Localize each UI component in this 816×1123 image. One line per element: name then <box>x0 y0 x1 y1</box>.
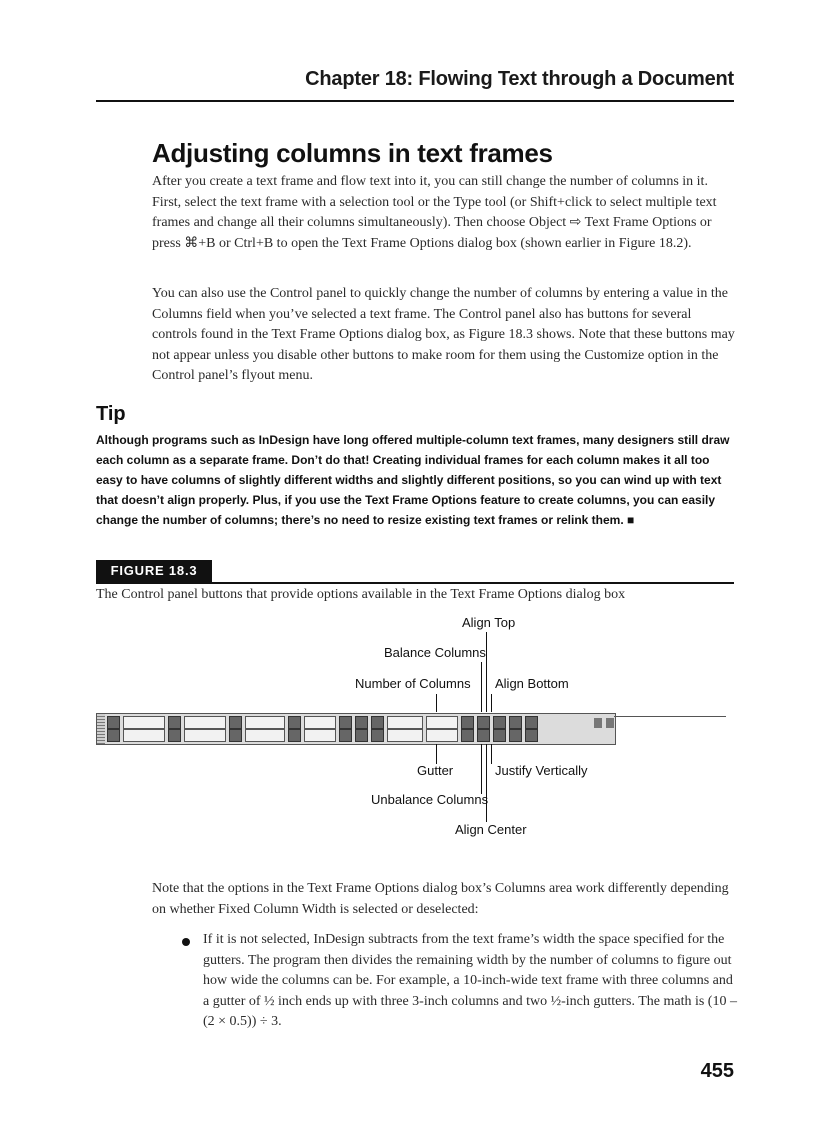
gutter-field[interactable] <box>426 729 458 742</box>
rotate-field[interactable] <box>304 716 336 729</box>
scale-y-field[interactable] <box>245 729 285 742</box>
leader-line <box>486 744 487 822</box>
chapter-title: Chapter 18: Flowing Text through a Document <box>305 68 734 90</box>
text-wrap-icon[interactable] <box>509 716 522 729</box>
callout-justify-vertically: Justify Vertically <box>495 763 588 778</box>
constrain-icon[interactable] <box>288 716 301 729</box>
callout-number-of-columns: Number of Columns <box>355 676 471 691</box>
fill-icon[interactable] <box>371 729 384 742</box>
toolbar-row <box>107 729 538 742</box>
x-position-icon <box>107 716 120 729</box>
bullet-icon <box>182 938 190 946</box>
unbalance-columns-icon[interactable] <box>493 729 506 742</box>
opacity-icon[interactable] <box>525 729 538 742</box>
bullet-item: If it is not selected, InDesign subtracts from the text frame’s width the space specified for the gutters. The program then divides the remaining width by the number of columns to figure out how wide the columns can be. For example, a 10-inch-wide text frame with three columns and a gutter of ½ inch ends up with three 3-inch columns and two ½-inch gutters. The math is (10 – (2 × 0.5)) ÷ 3. <box>203 932 737 1029</box>
tip-label: Tip <box>96 403 126 425</box>
stroke-weight-field[interactable] <box>387 716 423 729</box>
align-bottom-icon[interactable] <box>493 716 506 729</box>
callout-align-bottom: Align Bottom <box>495 676 569 691</box>
balance-columns-icon[interactable] <box>461 729 474 742</box>
toolbar-grip-icon <box>97 714 105 744</box>
number-of-columns-field[interactable] <box>426 716 458 729</box>
scale-icon <box>229 716 242 729</box>
tip-body: Although programs such as InDesign have long offered multiple-column text frames, many designers still draw each column as a separate frame. Don’t do that! Creating individual frames for each column makes it all too easy to have columns of slightly different widths and slightly different positions, so you can wind up with text that doesn’t align properly. Plus, if you use the Text Frame Options feature to create columns, you can easily change the number of columns; there’s no need to resize existing text frames or relink them. ■ <box>96 433 730 527</box>
callout-align-center: Align Center <box>455 822 527 837</box>
height-field[interactable] <box>184 729 226 742</box>
body-paragraph: Note that the options in the Text Frame Options dialog box’s Columns area work differently depending on whether Fixed Column Width is selected or deselected: <box>152 881 729 917</box>
leader-line <box>481 662 482 712</box>
stroke-type-field[interactable] <box>387 729 423 742</box>
flip-icon[interactable] <box>339 716 352 729</box>
justify-vertically-icon[interactable] <box>477 729 490 742</box>
toolbar-divider <box>614 716 726 717</box>
select-icon[interactable] <box>371 716 384 729</box>
lightning-icon[interactable] <box>594 718 602 728</box>
figure-caption: The Control panel buttons that provide options available in the Text Frame Options dialog box <box>96 587 626 602</box>
height-icon <box>168 729 181 742</box>
effects-icon[interactable] <box>525 716 538 729</box>
leader-line <box>481 744 482 794</box>
page-number: 455 <box>700 1060 734 1082</box>
shear-field[interactable] <box>304 729 336 742</box>
scale-x-field[interactable] <box>245 716 285 729</box>
leader-line <box>491 744 492 764</box>
callout-balance-columns: Balance Columns <box>384 645 486 660</box>
leader-line <box>491 694 492 712</box>
section-title: Adjusting columns in text frames <box>152 138 553 168</box>
stroke-icon[interactable] <box>355 729 368 742</box>
leader-line <box>436 744 437 764</box>
callout-align-top: Align Top <box>462 615 516 630</box>
callout-gutter: Gutter <box>417 763 454 778</box>
flip-icon[interactable] <box>339 729 352 742</box>
leader-line <box>436 694 437 712</box>
toolbar-row <box>107 716 538 729</box>
align-top-icon[interactable] <box>461 716 474 729</box>
style-icon[interactable] <box>509 729 522 742</box>
scale-icon <box>229 729 242 742</box>
y-field[interactable] <box>123 729 165 742</box>
figure-label: FIGURE 18.3 <box>96 560 212 582</box>
y-position-icon <box>107 729 120 742</box>
body-paragraph: You can also use the Control panel to quickly change the number of columns by entering a value in the Columns field when you’ve selected a text frame. The Control panel also has buttons for several controls found in the Text Frame Options dialog box, as Figure 18.3 shows. Note that these buttons may not appear unless you disable other buttons to make room for them using the Customize option in the Control panel’s flyout menu. <box>152 286 735 383</box>
running-header <box>96 66 734 102</box>
callout-unbalance-columns: Unbalance Columns <box>371 792 489 807</box>
control-panel-toolbar <box>96 713 616 745</box>
shear-icon[interactable] <box>288 729 301 742</box>
align-center-icon[interactable] <box>477 716 490 729</box>
x-field[interactable] <box>123 716 165 729</box>
leader-line <box>486 632 487 712</box>
body-paragraph: After you create a text frame and flow text into it, you can still change the number of columns in it. First, select the text frame with a selection tool or the Type tool (or Shift+click to select multiple text frames and change all their columns simultaneously). Then choose Object ⇨ Text Frame Options or press ⌘+B or Ctrl+B to open the Text Frame Options dialog box (shown earlier in Figure 18.2). <box>152 174 717 251</box>
width-icon <box>168 716 181 729</box>
rotate-icon[interactable] <box>355 716 368 729</box>
flyout-menu-icon[interactable] <box>606 718 614 728</box>
figure-header-rule <box>96 560 734 584</box>
width-field[interactable] <box>184 716 226 729</box>
